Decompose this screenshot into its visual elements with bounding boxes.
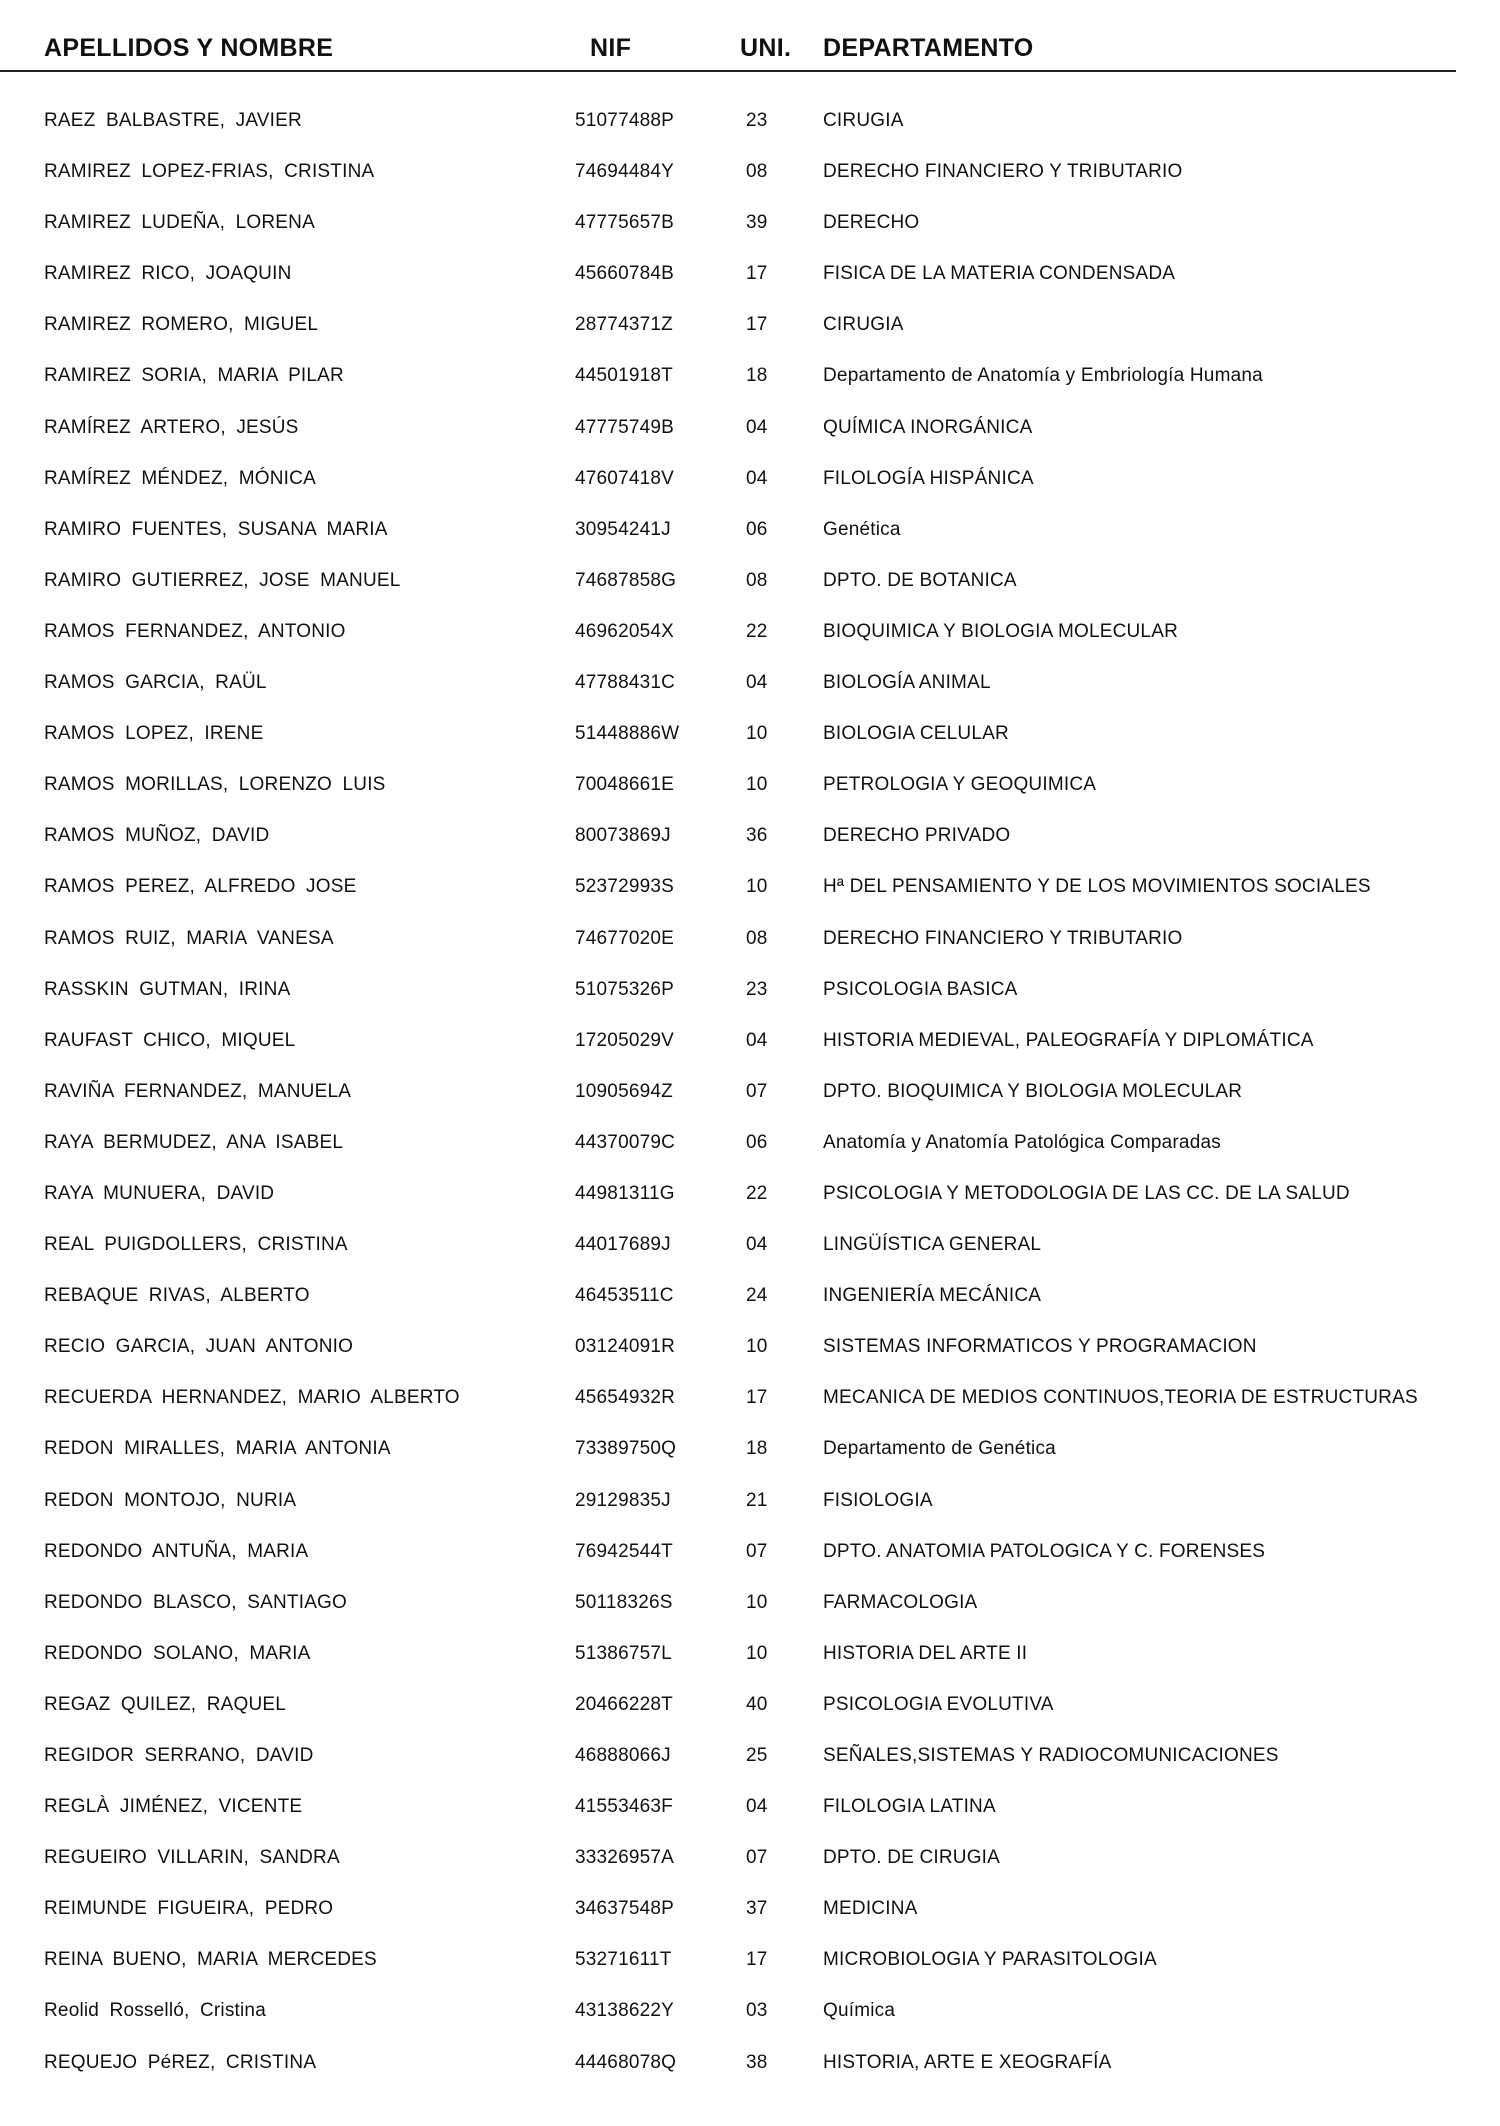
row-nif: 47607418V (575, 467, 675, 489)
table-row (0, 811, 1500, 862)
row-nif: 10905694Z (575, 1080, 673, 1102)
row-name: RAMIRO GUTIERREZ, JOSE MANUEL (44, 569, 401, 591)
row-uni: 06 (746, 518, 768, 540)
row-department: LINGÜÍSTICA GENERAL (823, 1234, 1042, 1256)
row-department: Química (823, 2000, 896, 2022)
row-nif: 73389750Q (575, 1438, 677, 1460)
row-uni: 22 (746, 620, 768, 642)
row-nif: 44501918T (575, 365, 673, 387)
row-nif: 45660784B (575, 263, 675, 285)
table-row (0, 607, 1500, 658)
row-name: RAMIREZ LUDEÑA, LORENA (44, 212, 315, 234)
row-uni: 08 (746, 569, 768, 591)
row-name: REDON MONTOJO, NURIA (44, 1489, 297, 1511)
row-department: CIRUGIA (823, 314, 904, 336)
row-uni: 17 (746, 263, 768, 285)
table-row (0, 658, 1500, 709)
row-uni: 04 (746, 467, 768, 489)
row-department: Departamento de Genética (823, 1438, 1056, 1460)
row-nif: 46453511C (575, 1285, 674, 1307)
row-department: SEÑALES,SISTEMAS Y RADIOCOMUNICACIONES (823, 1745, 1279, 1766)
table-row (0, 2038, 1500, 2089)
row-department: CIRUGIA (823, 110, 904, 131)
table-row (0, 914, 1500, 965)
row-name: REGLÀ JIMÉNEZ, VICENTE (44, 1796, 303, 1818)
row-department: HISTORIA MEDIEVAL, PALEOGRAFÍA Y DIPLOMÁTICA (823, 1029, 1314, 1051)
row-uni: 10 (746, 1336, 768, 1358)
row-department: HISTORIA, ARTE E XEOGRAFÍA (823, 2051, 1112, 2073)
row-department: SISTEMAS INFORMATICOS Y PROGRAMACION (823, 1336, 1257, 1358)
row-department: PSICOLOGIA EVOLUTIVA (823, 1693, 1054, 1715)
row-name: RAUFAST CHICO, MIQUEL (44, 1029, 296, 1051)
row-department: PSICOLOGIA BASICA (823, 978, 1018, 1000)
row-uni: 08 (746, 161, 768, 183)
row-department: DERECHO (823, 212, 920, 234)
row-nif: 28774371Z (575, 314, 673, 336)
row-department: DPTO. DE BOTANICA (823, 569, 1017, 591)
table-row (0, 1782, 1500, 1833)
row-department: DERECHO FINANCIERO Y TRIBUTARIO (823, 927, 1183, 949)
row-name: RAMÍREZ ARTERO, JESÚS (44, 416, 299, 438)
row-uni: 04 (746, 416, 768, 438)
row-nif: 34637548P (575, 1898, 675, 1920)
table-row (0, 1322, 1500, 1373)
row-department: Departamento de Anatomía y Embriología Humana (823, 365, 1263, 387)
row-department: PETROLOGIA Y GEOQUIMICA (823, 774, 1097, 796)
row-name: REINA BUENO, MARIA MERCEDES (44, 1949, 377, 1971)
row-name: RAMOS PEREZ, ALFREDO JOSE (44, 876, 357, 898)
row-nif: 52372993S (575, 876, 675, 898)
row-department: BIOLOGIA CELULAR (823, 723, 1009, 745)
row-department: DERECHO FINANCIERO Y TRIBUTARIO (823, 161, 1183, 183)
row-uni: 25 (746, 1745, 768, 1766)
row-uni: 10 (746, 1591, 768, 1613)
row-department: FARMACOLOGIA (823, 1591, 978, 1613)
table-row (0, 454, 1500, 505)
row-department: BIOLOGÍA ANIMAL (823, 672, 991, 694)
row-name: REBAQUE RIVAS, ALBERTO (44, 1285, 310, 1307)
row-nif: 76942544T (575, 1540, 673, 1562)
row-uni: 03 (746, 2000, 768, 2022)
row-name: Reolid Rosselló, Cristina (44, 2000, 266, 2022)
row-uni: 04 (746, 1796, 768, 1818)
row-department: MEDICINA (823, 1898, 918, 1920)
row-department: FISICA DE LA MATERIA CONDENSADA (823, 263, 1176, 285)
row-uni: 10 (746, 774, 768, 796)
row-nif: 53271611T (575, 1949, 672, 1971)
column-header-name: APELLIDOS Y NOMBRE (44, 34, 334, 62)
row-name: RAMOS FERNANDEZ, ANTONIO (44, 620, 346, 642)
row-nif: 51386757L (575, 1642, 672, 1664)
row-name: REDONDO ANTUÑA, MARIA (44, 1540, 309, 1562)
row-name: REDONDO SOLANO, MARIA (44, 1642, 311, 1664)
row-name: RAMOS MUÑOZ, DAVID (44, 825, 270, 847)
row-nif: 47775749B (575, 416, 675, 438)
row-name: RAMIREZ RICO, JOAQUIN (44, 263, 292, 285)
row-department: DPTO. BIOQUIMICA Y BIOLOGIA MOLECULAR (823, 1080, 1243, 1102)
table-row (0, 709, 1500, 760)
column-header-uni: UNI. (740, 34, 792, 62)
table-row (0, 1220, 1500, 1271)
row-nif: 51075326P (575, 978, 675, 1000)
table-row (0, 1884, 1500, 1935)
table-row (0, 1731, 1500, 1782)
row-uni: 06 (746, 1131, 768, 1153)
row-uni: 08 (746, 927, 768, 949)
table-row (0, 1118, 1500, 1169)
row-nif: 20466228T (575, 1693, 673, 1715)
table-row (0, 1527, 1500, 1578)
table-row (0, 1271, 1500, 1322)
table-row (0, 147, 1500, 198)
row-nif: 41553463F (575, 1796, 673, 1818)
table-row (0, 403, 1500, 454)
row-uni: 07 (746, 1080, 768, 1102)
row-uni: 04 (746, 1234, 768, 1256)
row-name: RASSKIN GUTMAN, IRINA (44, 978, 291, 1000)
column-header-nif: NIF (590, 34, 632, 62)
row-uni: 23 (746, 978, 768, 1000)
row-nif: 50118326S (575, 1591, 673, 1613)
row-department: FILOLOGÍA HISPÁNICA (823, 467, 1034, 489)
row-name: REIMUNDE FIGUEIRA, PEDRO (44, 1898, 334, 1920)
row-name: RAYA BERMUDEZ, ANA ISABEL (44, 1131, 344, 1153)
row-name: RAMIREZ ROMERO, MIGUEL (44, 314, 319, 336)
row-name: RAMIREZ SORIA, MARIA PILAR (44, 365, 344, 387)
table-row (0, 556, 1500, 607)
row-nif: 33326957A (575, 1847, 675, 1869)
table-row (0, 351, 1500, 402)
row-nif: 74677020E (575, 927, 675, 949)
table-row (0, 1833, 1500, 1884)
column-header-department: DEPARTAMENTO (823, 34, 1034, 62)
row-name: RAMOS MORILLAS, LORENZO LUIS (44, 774, 386, 796)
row-uni: 07 (746, 1540, 768, 1562)
table-row (0, 1169, 1500, 1220)
row-uni: 10 (746, 876, 768, 898)
table-row (0, 760, 1500, 811)
row-name: REGAZ QUILEZ, RAQUEL (44, 1693, 287, 1715)
row-nif: 70048661E (575, 774, 675, 796)
row-name: REDONDO BLASCO, SANTIAGO (44, 1591, 348, 1613)
row-uni: 36 (746, 825, 768, 847)
row-nif: 45654932R (575, 1387, 676, 1409)
table-row (0, 505, 1500, 556)
row-nif: 46888066J (575, 1745, 671, 1766)
table-row (0, 300, 1500, 351)
row-name: RAVIÑA FERNANDEZ, MANUELA (44, 1080, 352, 1102)
row-name: RAMOS GARCIA, RAÜL (44, 672, 267, 694)
row-department: INGENIERÍA MECÁNICA (823, 1285, 1042, 1307)
row-nif: 47775657B (575, 212, 675, 234)
row-uni: 39 (746, 212, 768, 234)
row-nif: 74687858G (575, 569, 677, 591)
row-uni: 18 (746, 365, 768, 387)
row-uni: 17 (746, 314, 768, 336)
row-name: RECIO GARCIA, JUAN ANTONIO (44, 1336, 354, 1358)
row-name: RAYA MUNUERA, DAVID (44, 1182, 275, 1204)
row-nif: 17205029V (575, 1029, 675, 1051)
row-name: RAMIRO FUENTES, SUSANA MARIA (44, 518, 388, 540)
row-department: QUÍMICA INORGÁNICA (823, 416, 1033, 438)
row-name: REGIDOR SERRANO, DAVID (44, 1745, 314, 1766)
row-uni: 18 (746, 1438, 768, 1460)
row-nif: 51448886W (575, 723, 680, 745)
row-uni: 23 (746, 110, 768, 131)
row-nif: 51077488P (575, 110, 675, 131)
row-uni: 21 (746, 1489, 768, 1511)
row-department: HISTORIA DEL ARTE II (823, 1642, 1028, 1664)
row-uni: 22 (746, 1182, 768, 1204)
row-nif: 29129835J (575, 1489, 671, 1511)
table-row (0, 1373, 1500, 1424)
table-body (0, 96, 1500, 2089)
row-name: RAEZ BALBASTRE, JAVIER (44, 110, 302, 131)
row-department: DPTO. DE CIRUGIA (823, 1847, 1001, 1869)
row-uni: 17 (746, 1387, 768, 1409)
header-divider (0, 70, 1456, 72)
table-row (0, 1629, 1500, 1680)
row-uni: 04 (746, 672, 768, 694)
row-department: BIOQUIMICA Y BIOLOGIA MOLECULAR (823, 620, 1178, 642)
row-uni: 07 (746, 1847, 768, 1869)
table-row (0, 1424, 1500, 1475)
row-name: REAL PUIGDOLLERS, CRISTINA (44, 1234, 348, 1256)
table-row (0, 1935, 1500, 1986)
table-row (0, 1016, 1500, 1067)
row-department: Hª DEL PENSAMIENTO Y DE LOS MOVIMIENTOS SOCIALES (823, 876, 1371, 898)
table-row (0, 1680, 1500, 1731)
row-department: Genética (823, 518, 901, 540)
row-department: DPTO. ANATOMIA PATOLOGICA Y C. FORENSES (823, 1540, 1266, 1562)
row-uni: 10 (746, 723, 768, 745)
table-row (0, 1476, 1500, 1527)
row-nif: 43138622Y (575, 2000, 675, 2022)
table-row (0, 1067, 1500, 1118)
row-uni: 17 (746, 1949, 768, 1971)
row-uni: 10 (746, 1642, 768, 1664)
row-department: FISIOLOGIA (823, 1489, 933, 1511)
row-nif: 80073869J (575, 825, 671, 847)
row-nif: 44468078Q (575, 2051, 677, 2073)
row-nif: 74694484Y (575, 161, 675, 183)
row-name: RAMOS LOPEZ, IRENE (44, 723, 264, 745)
row-name: RAMOS RUIZ, MARIA VANESA (44, 927, 334, 949)
row-department: PSICOLOGIA Y METODOLOGIA DE LAS CC. DE LA SALUD (823, 1182, 1350, 1204)
row-department: DERECHO PRIVADO (823, 825, 1011, 847)
row-name: RECUERDA HERNANDEZ, MARIO ALBERTO (44, 1387, 460, 1409)
row-name: RAMIREZ LOPEZ-FRIAS, CRISTINA (44, 161, 375, 183)
row-nif: 30954241J (575, 518, 671, 540)
row-uni: 24 (746, 1285, 768, 1307)
row-nif: 44981311G (575, 1182, 675, 1204)
table-row (0, 862, 1500, 913)
row-nif: 47788431C (575, 672, 676, 694)
row-nif: 44017689J (575, 1234, 671, 1256)
row-nif: 44370079C (575, 1131, 676, 1153)
table-row (0, 249, 1500, 300)
table-row (0, 96, 1500, 147)
row-department: FILOLOGIA LATINA (823, 1796, 996, 1818)
row-uni: 38 (746, 2051, 768, 2073)
row-department: Anatomía y Anatomía Patológica Comparadas (823, 1131, 1221, 1153)
row-department: MECANICA DE MEDIOS CONTINUOS,TEORIA DE ESTRUCTURAS (823, 1387, 1418, 1409)
row-department: MICROBIOLOGIA Y PARASITOLOGIA (823, 1949, 1157, 1971)
row-uni: 40 (746, 1693, 768, 1715)
row-uni: 04 (746, 1029, 768, 1051)
row-name: REGUEIRO VILLARIN, SANDRA (44, 1847, 340, 1869)
row-uni: 37 (746, 1898, 768, 1920)
table-row (0, 198, 1500, 249)
table-header (0, 0, 1500, 78)
table-row (0, 965, 1500, 1016)
row-name: RAMÍREZ MÉNDEZ, MÓNICA (44, 467, 316, 489)
table-row (0, 1986, 1500, 2037)
row-nif: 46962054X (575, 620, 675, 642)
row-nif: 03124091R (575, 1336, 676, 1358)
row-name: REQUEJO PéREZ, CRISTINA (44, 2051, 317, 2073)
table-row (0, 1578, 1500, 1629)
row-name: REDON MIRALLES, MARIA ANTONIA (44, 1438, 391, 1460)
